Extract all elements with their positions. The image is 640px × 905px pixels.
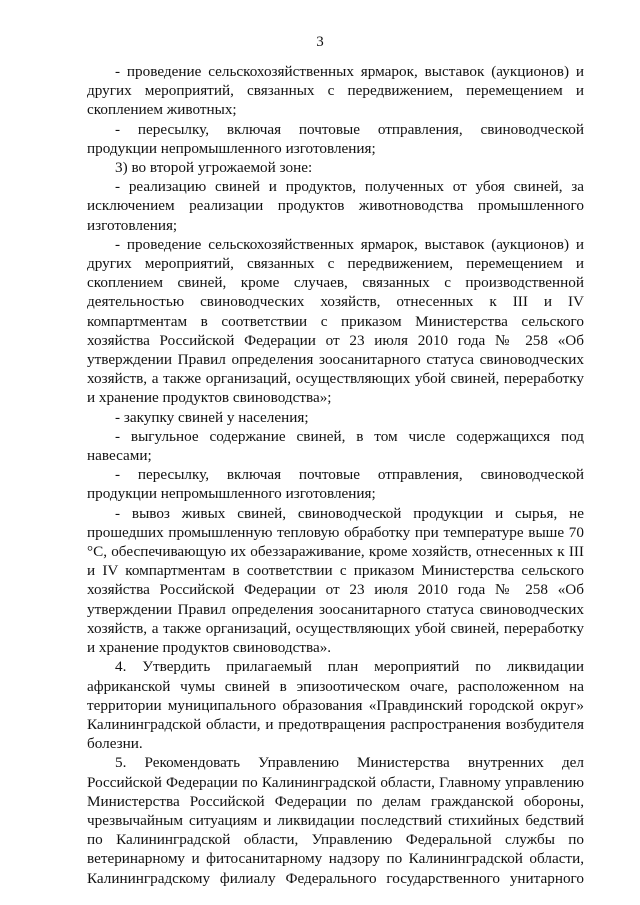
page-number: 3 bbox=[316, 34, 324, 50]
paragraph-purchase-from-population: - закупку свиней у населения; bbox=[115, 408, 309, 426]
paragraph-fairs-animals: - проведение сельскохозяйственных ярмарок, выставок (аукционов) и других мероприятий, связанных с передвижением, перемещением и скоплением животных; bbox=[87, 63, 584, 119]
paragraph-recommend-agencies: 5. Рекомендовать Управлению Министерства внутренних дел Российской Федерации по Калининградской области, Главному управлению Министерства Российской Федерации по делам гражданской обороны, чрезвычайным ситуациям и ликвидации последствий стихийных бедствий по Калининградской области, Управлению Федеральной службы по ветеринарному и фитосанитарному надзору по Калининградской области, Калининградскому филиалу Федерального государственного унитарного bbox=[87, 754, 584, 887]
paragraph-postal-shipping-2: - пересылку, включая почтовые отправления, свиноводческой продукции непромышленного изготовления; bbox=[87, 466, 584, 503]
paragraph-export-live-pigs: - вывоз живых свиней, свиноводческой продукции и сырья, не прошедших промышленную тепловую обработку при температуре выше 70 °С, обеспечивающую их обеззараживание, кроме хозяйств, отнесенных к III и IV компартментам в соответствии с приказом Министерства сельского хозяйства Российской Федерации от 23 июля 2010 года № 258 «Об утверждении Правил определения зоосанитарного статуса свиноводческих хозяйств, а также организаций, осуществляющих убой свиней, переработку и хранение продуктов свиноводства». bbox=[87, 504, 584, 657]
paragraph-fairs-pigs: - проведение сельскохозяйственных ярмарок, выставок (аукционов) и других мероприятий, связанных с передвижением, перемещением и скоплением свиней, кроме случаев, связанных с производственной деятельностью свиноводческих хозяйств, отнесенных к III и IV компартментам в соответствии с приказом Министерства сельского хозяйства Российской Федерации от 23 июля 2010 года № 258 «Об утверждении Правил определения зоосанитарного статуса свиноводческих хозяйств, а также организаций, осуществляющих убой свиней, переработку и хранение продуктов свиноводства»; bbox=[87, 235, 584, 407]
document-body bbox=[87, 62, 584, 888]
paragraph-second-zone-heading: 3) во второй угрожаемой зоне: bbox=[115, 159, 313, 177]
paragraph-approve-plan: 4. Утвердить прилагаемый план мероприятий по ликвидации африканской чумы свиней в эпизоотическом очаге, расположенном на территории муниципального образования «Правдинский городской округ» Калининградской области, и предотвращения распространения возбудителя болезни. bbox=[87, 658, 584, 753]
paragraph-postal-shipping-1: - пересылку, включая почтовые отправления, свиноводческой продукции непромышленного изготовления; bbox=[87, 120, 584, 157]
paragraph-free-range-keeping: - выгульное содержание свиней, в том числе содержащихся под навесами; bbox=[87, 427, 584, 465]
paragraph-sale-of-pigs: - реализацию свиней и продуктов, полученных от убоя свиней, за исключением реализации продуктов животноводства промышленного изготовления; bbox=[87, 178, 584, 234]
